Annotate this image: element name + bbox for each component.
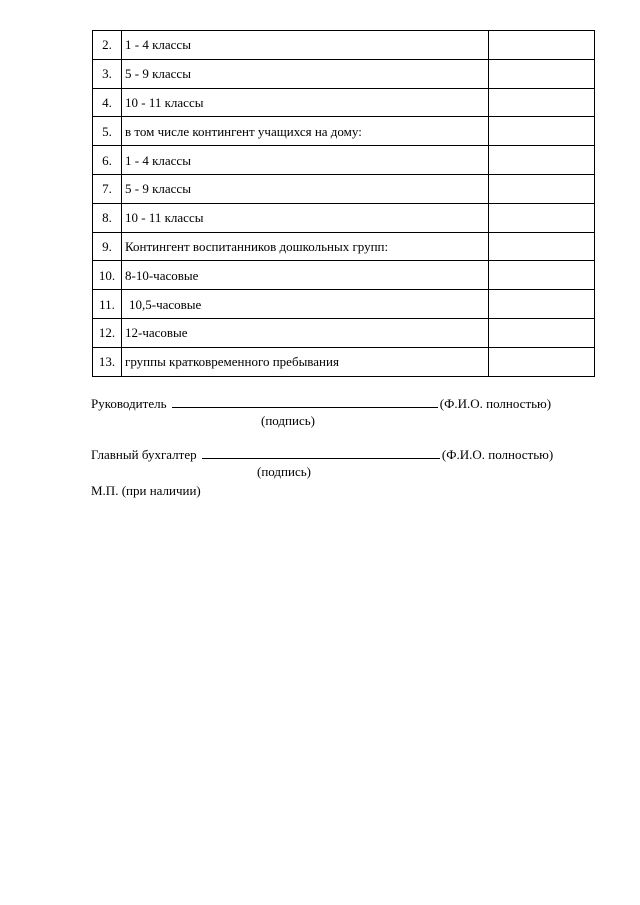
row-number: 9. [93, 232, 122, 261]
row-number: 6. [93, 146, 122, 175]
row-label: 5 - 9 классы [122, 174, 489, 203]
accountant-signature-field[interactable] [202, 448, 440, 459]
row-number: 3. [93, 59, 122, 88]
table-row [93, 290, 595, 319]
table-row [93, 318, 595, 347]
row-value[interactable] [489, 347, 595, 376]
accountant-signature-caption: (подпись) [257, 464, 311, 479]
row-number: 10. [93, 261, 122, 290]
head-signature-caption: (подпись) [261, 413, 315, 428]
row-value[interactable] [489, 290, 595, 319]
row-value[interactable] [489, 318, 595, 347]
table-row [93, 203, 595, 232]
row-label: 8-10-часовые [122, 261, 489, 290]
table-body [93, 31, 595, 377]
row-label: 1 - 4 классы [122, 31, 489, 60]
table-row [93, 347, 595, 376]
accountant-signature-label: Главный бухгалтер [91, 447, 197, 462]
row-value[interactable] [489, 59, 595, 88]
head-name-hint: (Ф.И.О. полностью) [439, 396, 552, 411]
table-row [93, 117, 595, 146]
contingent-table [92, 30, 595, 377]
table-row [93, 146, 595, 175]
row-number: 2. [93, 31, 122, 60]
row-label: 10 - 11 классы [122, 203, 489, 232]
row-number: 5. [93, 117, 122, 146]
row-label: 12-часовые [122, 318, 489, 347]
row-label: группы кратковременного пребывания [122, 347, 489, 376]
row-number: 13. [93, 347, 122, 376]
accountant-name-hint: (Ф.И.О. полностью) [441, 447, 554, 462]
table-row [93, 232, 595, 261]
row-label: 10 - 11 классы [122, 88, 489, 117]
row-label: Контингент воспитанников дошкольных групп: [122, 232, 489, 261]
accountant-signature-line [91, 448, 553, 461]
row-number: 4. [93, 88, 122, 117]
row-number: 11. [93, 290, 122, 319]
table-row [93, 59, 595, 88]
row-label: 10,5-часовые [122, 290, 489, 319]
row-value[interactable] [489, 88, 595, 117]
row-label: в том числе контингент учащихся на дому: [122, 117, 489, 146]
row-value[interactable] [489, 232, 595, 261]
row-value[interactable] [489, 31, 595, 60]
stamp-note: М.П. (при наличии) [91, 483, 201, 498]
row-value[interactable] [489, 261, 595, 290]
row-label: 1 - 4 классы [122, 146, 489, 175]
row-value[interactable] [489, 117, 595, 146]
head-signature-field[interactable] [172, 397, 438, 408]
head-signature-line [91, 397, 551, 410]
table-row [93, 31, 595, 60]
row-value[interactable] [489, 203, 595, 232]
row-number: 12. [93, 318, 122, 347]
table-row [93, 174, 595, 203]
table-row [93, 88, 595, 117]
row-label: 5 - 9 классы [122, 59, 489, 88]
table-row [93, 261, 595, 290]
row-number: 7. [93, 174, 122, 203]
row-value[interactable] [489, 174, 595, 203]
row-value[interactable] [489, 146, 595, 175]
head-signature-label: Руководитель [91, 396, 167, 411]
row-number: 8. [93, 203, 122, 232]
